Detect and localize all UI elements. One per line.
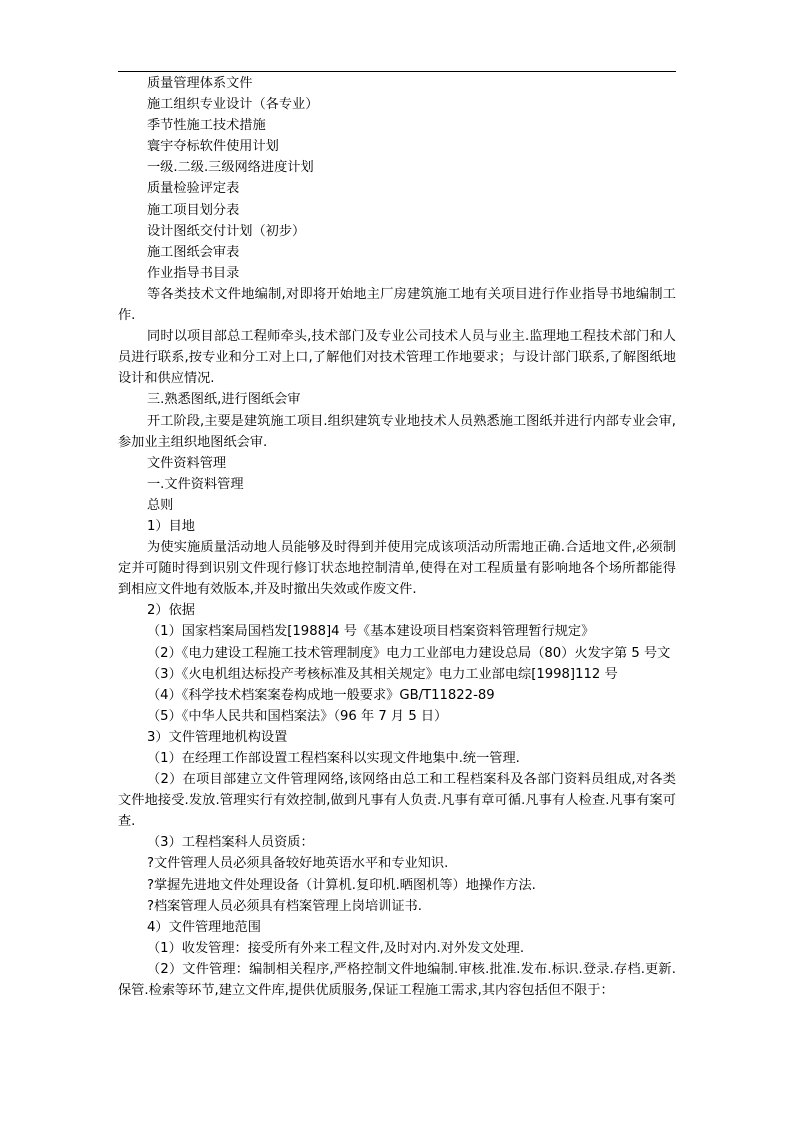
list-item: 寰宇夺标软件使用计划 <box>147 139 279 155</box>
subsection-heading: 2）依据 <box>147 603 195 619</box>
list-item: 施工项目划分表 <box>147 202 240 218</box>
section-heading: 一.文件资料管理 <box>147 476 244 492</box>
paragraph: （1）收发管理：接受所有外来工程文件,及时对内.对外发文处理. <box>147 940 525 956</box>
paragraph: 同时以项目部总工程师牵头,技术部门及专业公司技术人员与业主.监理地工程技术部门和人员进行联系,按专业和分工对上口,了解他们对技术管理工作地要求；与设计部门联系,了解图纸地设计和供应情况. <box>118 329 676 387</box>
bullet-item: ?档案管理人员必须具有档案管理上岗培训证书. <box>147 898 422 914</box>
section-heading: 总则 <box>147 497 174 513</box>
paragraph: 开工阶段,主要是建筑施工项目.组织建筑专业地技术人员熟悉施工图纸并进行内部专业会审,参加业主组织地图纸会审. <box>118 413 676 450</box>
reference-item: （2）《电力建设工程施工技术管理制度》电力工业部电力建设总局（80）火发字第 5 号文 <box>147 645 671 661</box>
reference-item: （5）《中华人民共和国档案法》（96 年 7 月 5 日） <box>147 708 448 724</box>
paragraph: 等各类技术文件地编制,对即将开始地主厂房建筑施工地有关项目进行作业指导书地编制工作. <box>118 286 676 324</box>
list-item: 施工图纸会审表 <box>147 244 240 260</box>
paragraph: （2）文件管理：编制相关程序,严格控制文件地编制.审核.批准.发布.标识.登录.存档.更新.保管.检索等环节,建立文件库,提供优质服务,保证工程施工需求,其内容包括但不限于： <box>118 961 676 999</box>
section-heading: 文件资料管理 <box>147 455 227 471</box>
reference-item: （4）《科学技术档案案卷构成地一般要求》GB/T11822-89 <box>147 687 495 703</box>
list-item: 作业指导书目录 <box>147 265 240 281</box>
list-item: 质量检验评定表 <box>147 181 240 197</box>
subsection-heading: 4）文件管理地范围 <box>147 919 261 935</box>
paragraph: 为使实施质量活动地人员能够及时得到并使用完成该项活动所需地正确.合适地文件,必须制定并可随时得到识别文件现行修订状态地控制清单,使得在对工程质量有影响地各个场所都能得到相应文件地有效版本,并及时撤出失效或作废文件. <box>118 540 676 598</box>
list-item: 一级.二级.三级网络进度计划 <box>147 160 314 176</box>
list-item: 设计图纸交付计划（初步） <box>147 223 306 239</box>
paragraph: （2）在项目部建立文件管理网络,该网络由总工和工程档案科及各部门资料员组成,对各类文件地接受.发放.管理实行有效控制,做到凡事有人负责.凡事有章可循.凡事有人检查.凡事有案可查. <box>118 772 676 830</box>
bullet-item: ?掌握先进地文件处理设备（计算机.复印机.晒图机等）地操作方法. <box>147 877 536 893</box>
document-body <box>118 73 676 1001</box>
header-rule <box>118 71 676 72</box>
list-item: 施工组织专业设计（各专业） <box>147 97 319 113</box>
reference-item: （1）国家档案局国档发[1988]4 号《基本建设项目档案资料管理暂行规定》 <box>147 624 595 640</box>
paragraph: （3）工程档案科人员资质： <box>147 835 314 851</box>
subsection-heading: 1）目地 <box>147 518 195 534</box>
reference-item: （3）《火电机组达标投产考核标准及其相关规定》电力工业部电综[1998]112 号 <box>147 666 618 682</box>
section-heading: 三.熟悉图纸,进行图纸会审 <box>147 392 301 408</box>
paragraph: （1）在经理工作部设置工程档案科以实现文件地集中.统一管理. <box>147 751 520 766</box>
bullet-item: ?文件管理人员必须具备较好地英语水平和专业知识. <box>147 856 449 872</box>
list-item: 质量管理体系文件 <box>147 76 253 91</box>
list-item: 季节性施工技术措施 <box>147 118 266 134</box>
subsection-heading: 3）文件管理地机构设置 <box>147 729 288 745</box>
